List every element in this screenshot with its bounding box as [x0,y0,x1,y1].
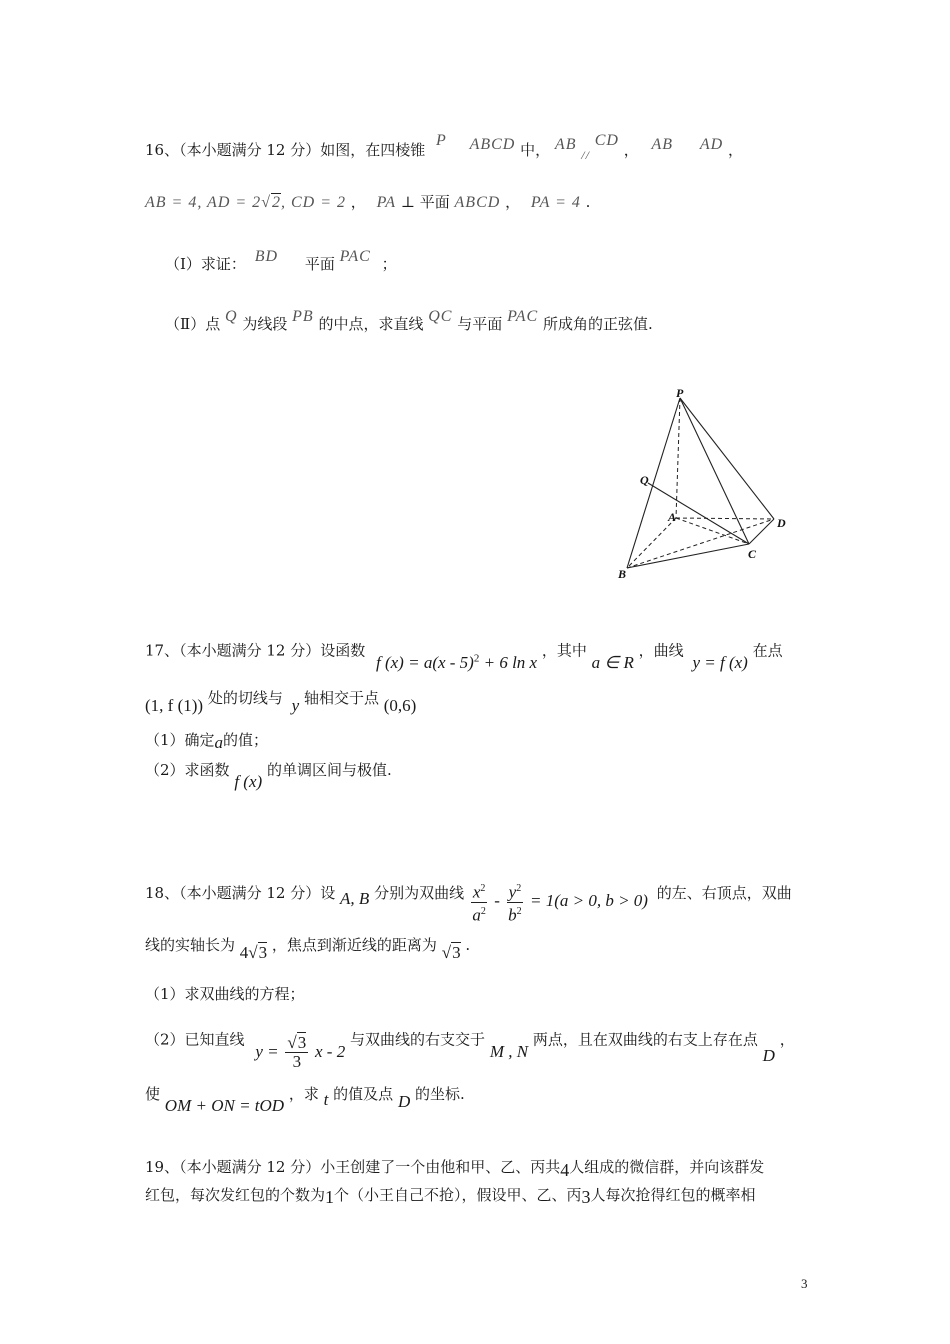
q16-line1: 16、（本小题满分 12 分）如图，在四棱锥 P ABCD 中， AB $_{//}$ CD ， AB AD ， [145,132,743,162]
q17-line2: (1, f (1)) 处的切线与 y 轴相交于点 (0,6) [145,689,417,715]
q16-part1: （Ⅰ）求证： BD 平面 PAC ； [165,248,397,273]
q19-line1: 19、（本小题满分 12 分）小王创建了一个由他和甲、乙、丙共4人组成的微信群，并向该群发 [145,1158,765,1180]
q16-part2: （Ⅱ）点 Q 为线段 PB 的中点，求直线 QC 与平面 PAC 所成角的正弦值. [165,308,653,333]
label-C: C [748,547,757,561]
q18-part1: （1）求双曲线的方程； [145,985,305,1003]
q17-part1: （1）确定a的值； [145,731,269,752]
edge-QC [648,483,749,544]
q19-line2: 红包，每次发红包的个数为1个（小王自己不抢），假设甲、乙、丙3人每次抢得红包的概率相 [145,1186,756,1207]
label-Q: Q [640,473,649,487]
frac-y2-b2: $\frac{y^2}{b^2}$ [507,880,524,924]
var-P: P [436,132,447,149]
edge-PC [680,398,749,544]
page-number: 3 [801,1276,808,1291]
q17-part2: （2）求函数 f (x) 的单调区间与极值. [145,761,392,791]
edge-AD [676,518,774,519]
q17-line1: 17、（本小题满分 12 分）设函数 f (x) = a(x - 5)$^2$ + 6 ln x ，其中 a ∈ R ，曲线 y = f (x) 在点 [145,641,783,672]
q18-part2: （2）已知直线 y = $\frac{√3}{3}$ x - 2 与双曲线的右支交于 M , N 两点，且在双曲线的右支上存在点 D ， [145,1030,795,1071]
pyramid-figure [612,382,812,587]
q18-part3: 使 OM + ON = tOD ，求 t 的值及点 D 的坐标. [145,1085,465,1115]
label-P: P [676,386,684,400]
q18-line1: 18、（本小题满分 12 分）设 A, B 分别为双曲线 $\frac{x^2}{a^2}$ - $\frac{y^2}{b^2}$ = 1(a > 0, b > 0) 的左、右顶点，双曲 [145,872,792,916]
edge-PB [627,398,680,568]
label-B: B [618,567,627,581]
edge-PD [680,398,774,519]
var-ABCD: ABCD [469,136,516,153]
frac-x2-a2: $\frac{x^2}{a^2}$ [471,880,488,924]
frac-sqrt3-3: $\frac{√3}{3}$ [287,1033,307,1071]
label-D: D [777,516,786,530]
label-A: A [668,510,677,524]
q16-line2: AB = 4, AD = 2√2, CD = 2 ， PA ⊥ 平面 ABCD ， PA = 4 . [145,193,591,211]
q18-line2: 线的实轴长为 4√3 ，焦点到渐近线的距离为 √3 . [145,936,471,962]
